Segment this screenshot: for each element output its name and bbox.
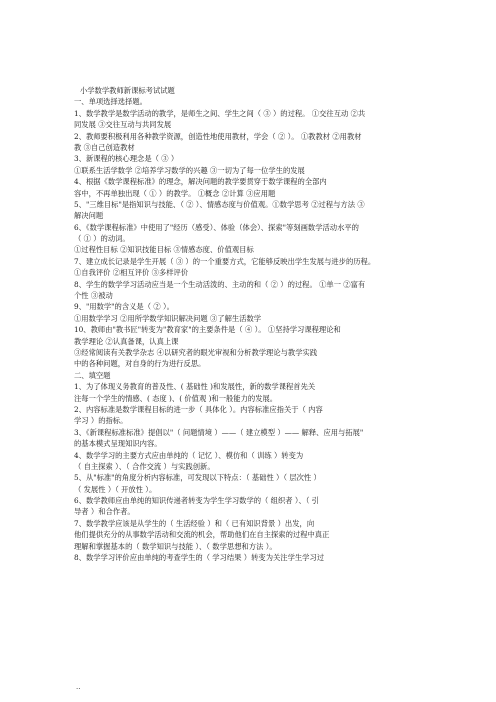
page-footer: .. bbox=[76, 683, 81, 691]
text-line: 6、《数学课程标准》中使用了"经历（感受）、体验（体会）、探索"等刻画数学活动水平的 bbox=[74, 222, 359, 232]
text-line: 7、建立成长记录是学生开展（ ③ ）的一个重要方式，它能够反映出学生发展与进步的历程。 bbox=[74, 256, 376, 266]
text-line: 注每一个学生的情感、( 态度 )、( 价值观 )和一般能力的发展。 bbox=[74, 393, 278, 403]
text-line: 4、根据《数学课程标准》的理念，解决问题的教学要贯穿于数学课程的全部内 bbox=[74, 177, 327, 187]
text-line: 学习 ）的指标。 bbox=[74, 416, 128, 426]
text-line: 1、数学教学是数学活动的教学，是师生之间、学生之间（ ③ ）的过程。 ①交往互动 ②共 bbox=[74, 108, 366, 118]
text-line: ①用数学学习 ②用所学数学知识解决问题 ③了解生活数学 bbox=[74, 313, 262, 323]
text-line: 8、数学学习评价应由单纯的考查学生的（ 学习结果 ）转变为关注学生学习过 bbox=[74, 553, 325, 563]
text-line: 7、数学教学应该是从学生的（ 生活经验 ）和（ 已有知识背景 ）出发，向 bbox=[74, 518, 315, 528]
text-line: 教学理论 ②认真备课，认真上课 bbox=[74, 336, 179, 346]
text-line: 3、新课程的核心理念是（ ③ ） bbox=[74, 154, 179, 164]
document-body bbox=[74, 85, 436, 563]
text-line: 5、"三维目标"是指知识与技能、（ ② ）、情感态度与价值观。①数学思考 ②过程与方法 ③ bbox=[74, 199, 365, 209]
text-line: 2、内容标准是数学课程目标的进一步（ 具体化 ）。内容标准应指关于（ 内容 bbox=[74, 404, 323, 414]
text-line: 6、数学教师应由单纯的知识传递者转变为学生学习数学的（ 组织者 ）、（ 引 bbox=[74, 496, 320, 506]
text-line: 容中，不再单独出现（ ① ）的教学。 ①概念 ②计算 ③应用题 bbox=[74, 188, 276, 198]
text-line: ①联系生活学数学 ②培养学习数学的兴趣 ③一切为了每一位学生的发展 bbox=[74, 165, 305, 175]
text-line: 2、教师要积极利用各种教学资源，创造性地使用教材，学会（ ② ）。 ①教教材 ②用教材 bbox=[74, 131, 362, 141]
text-line: ③经常阅读有关教学杂志 ④以研究者的眼光审视和分析教学理论与教学实践 bbox=[74, 347, 318, 357]
text-line: 1、为了体现义务教育的普及性、( 基础性 )和发展性，新的数学课程首先关 bbox=[74, 382, 316, 392]
text-line: 二、填空题 bbox=[74, 370, 111, 380]
text-line: 导者 ）和合作者。 bbox=[74, 507, 135, 517]
text-line: （ 自主探索 ）、（ 合作交流 ）与实践创新。 bbox=[74, 461, 215, 471]
text-line: 4、数学学习的主要方式应由单纯的（ 记忆 ）、模仿和（ 训练 ）转变为 bbox=[74, 450, 304, 460]
text-line: 9、"用数学"的含义是（ ② ）。 bbox=[74, 302, 174, 312]
text-line: 他们提供充分的从事数学活动和交流的机会，帮助他们在自主探索的过程中真正 bbox=[74, 530, 330, 540]
text-line: 10、教师由"教书匠"转变为"教育家"的主要条件是（ ④ ）。 ①坚持学习课程理论和 bbox=[74, 325, 341, 335]
text-line: （ ① ）的动词。 bbox=[74, 234, 130, 244]
document-title: 小学数学教师新课标考试试题 bbox=[80, 86, 175, 95]
text-line: 教 ③自己创造教材 bbox=[74, 142, 135, 152]
text-line: 5、从"标准"的角度分析内容标准，可发现以下特点：（ 基础性 ）（ 层次性 ） bbox=[74, 473, 321, 483]
text-line: （ 发展性 ）（ 开放性 ）。 bbox=[74, 484, 157, 494]
text-line: 个性 ③被动 bbox=[74, 291, 113, 301]
text-line: 一、单项选择选择题。 bbox=[74, 97, 147, 107]
text-line: 同发展 ③交往互动与共同发展 bbox=[74, 120, 172, 130]
text-line: 3、《新课程标准标准》提倡以"（ 问题情境 ）——（ 建立模型 ）—— 解释、应用与拓展" bbox=[74, 427, 364, 437]
text-line: 8、学生的数学学习活动应当是一个生动活泼的、主动的和（ ② ）的过程。 ①单一 ②富有 bbox=[74, 279, 366, 289]
text-line: ①过程性目标 ②知识技能目标 ③情感态度、价值观目标 bbox=[74, 245, 254, 255]
text-line: 中的各种问题，对自身的行为进行反思。 bbox=[74, 359, 206, 369]
text-line: 理解和掌握基本的（ 数学知识与技能 ）、（ 数学思想和方法 ）。 bbox=[74, 541, 277, 551]
text-line: 的基本模式呈现知识内容。 bbox=[74, 439, 162, 449]
text-line: 解决问题 bbox=[74, 211, 104, 221]
text-line: ①自我评价 ②相互评价 ③多样评价 bbox=[74, 268, 189, 278]
